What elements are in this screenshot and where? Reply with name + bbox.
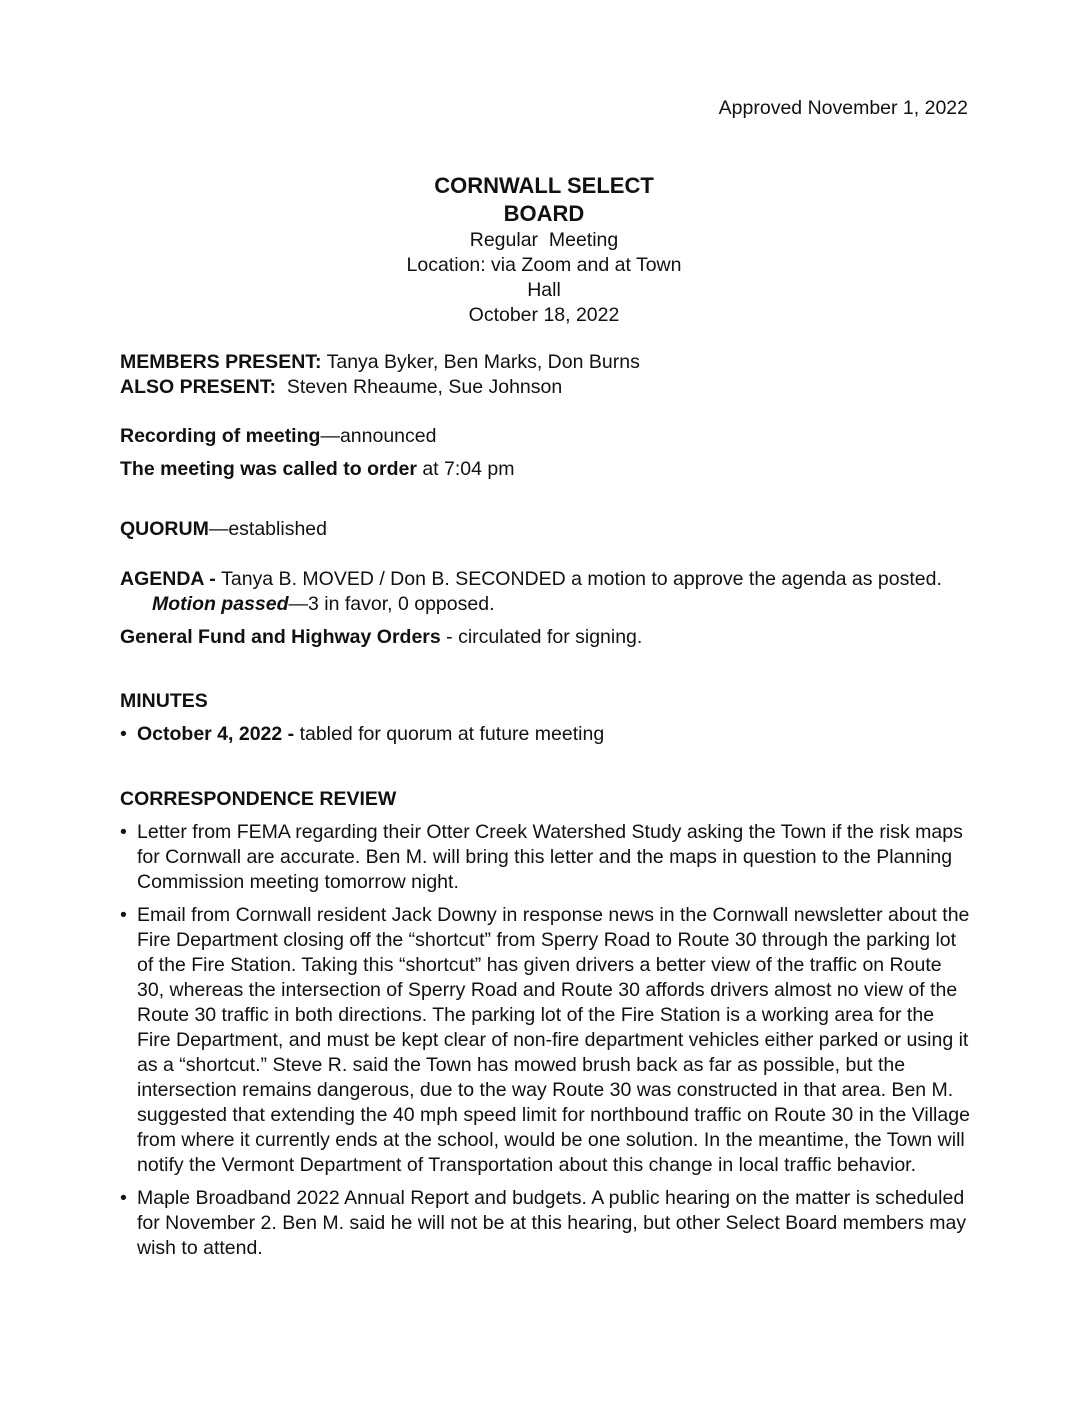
approval-note: Approved November 1, 2022 — [718, 97, 968, 119]
agenda-text: Tanya B. MOVED / Don B. SECONDED a motion to approve the agenda as posted. — [221, 568, 942, 590]
list-item — [120, 903, 970, 1178]
minutes-item-date: October 4, 2022 - — [137, 723, 300, 745]
members-present-names: Tanya Byker, Ben Marks, Don Burns — [321, 351, 640, 373]
quorum-line — [120, 517, 970, 542]
list-item — [120, 722, 970, 747]
also-present-label: ALSO PRESENT: — [120, 376, 277, 398]
correspondence-item-text: Maple Broadband 2022 Annual Report and budgets. A public hearing on the matter is scheduled for November 2. Ben M. said he will not be at this hearing, but other Select Board members may wish to attend. — [137, 1187, 967, 1259]
also-present — [120, 375, 970, 400]
list-item — [120, 820, 970, 895]
correspondence-item-text: Letter from FEMA regarding their Otter Creek Watershed Study asking the Town if the risk maps for Cornwall are accurate. Ben M. will bring this letter and the maps in question to the Planning Commission meeting tomorrow night. — [137, 821, 963, 893]
orders-label: General Fund and Highway Orders — [120, 626, 441, 648]
correspondence-title: CORRESPONDENCE REVIEW — [120, 788, 397, 810]
members-present — [120, 350, 970, 375]
quorum-label: QUORUM — [120, 518, 209, 540]
meeting-type: Regular Meeting — [469, 229, 619, 251]
recording-label: Recording of meeting — [120, 425, 321, 447]
call-to-order-line — [120, 457, 970, 482]
meeting-date: October 18, 2022 — [468, 304, 620, 326]
minutes-item-text: tabled for quorum at future meeting — [299, 723, 605, 745]
agenda-paragraph — [120, 567, 1002, 617]
list-item — [120, 1186, 970, 1261]
correspondence-section — [120, 787, 970, 1269]
minutes-list — [120, 722, 970, 747]
recording-text: —announced — [320, 425, 437, 447]
meeting-location-cont: Hall — [527, 279, 561, 301]
agenda-result: —3 in favor, 0 opposed. — [288, 593, 495, 615]
document-header — [394, 172, 694, 328]
minutes-section — [120, 689, 970, 755]
bullet-icon: • — [120, 821, 127, 843]
orders-text: - circulated for signing. — [440, 626, 643, 648]
agenda-motion: Motion passed — [152, 593, 289, 615]
agenda-label: AGENDA - — [120, 568, 222, 590]
meeting-location: Location: via Zoom and at Town — [406, 254, 682, 276]
minutes-title: MINUTES — [120, 690, 208, 712]
attendance-section — [120, 350, 970, 400]
correspondence-item-text: Email from Cornwall resident Jack Downy in response news in the Cornwall newsletter about the Fire Department closing off the “shortcut” from Sperry Road to Route 30 through the parking lot of the Fire Station. Taking this “shortcut” has given drivers a better view of the traffic on Route 30, whereas the intersection of Sperry Road and Route 30 affords drivers almost no view of the Route 30 traffic in both directions. The parking lot of the Fire Station is a working area for the Fire Department, and must be kept clear of non-fire department vehicles either parked or using it as a “shortcut.” Steve R. said the Town has mowed brush back as far as possible, but the intersection remains dangerous, due to the way Route 30 was constructed in that area. Ben M. suggested that extending the 40 mph speed limit for northbound traffic on Route 30 in the Village from where it currently ends at the school, would be one solution. In the meantime, the Town will notify the Vermont Department of Transportation about this change in local traffic behavior. — [137, 904, 970, 1176]
call-to-order-text: at 7:04 pm — [416, 458, 515, 480]
board-title: CORNWALL SELECT BOARD — [434, 173, 654, 226]
correspondence-list — [120, 820, 970, 1261]
also-present-names: Steven Rheaume, Sue Johnson — [276, 376, 563, 398]
bullet-icon: • — [120, 1187, 127, 1209]
quorum-text: —established — [208, 518, 327, 540]
orders-line — [120, 625, 970, 650]
bullet-icon: • — [120, 904, 127, 926]
bullet-icon: • — [120, 723, 127, 745]
members-present-label: MEMBERS PRESENT: — [120, 351, 322, 373]
call-to-order-label: The meeting was called to order — [120, 458, 417, 480]
recording-line — [120, 424, 970, 449]
